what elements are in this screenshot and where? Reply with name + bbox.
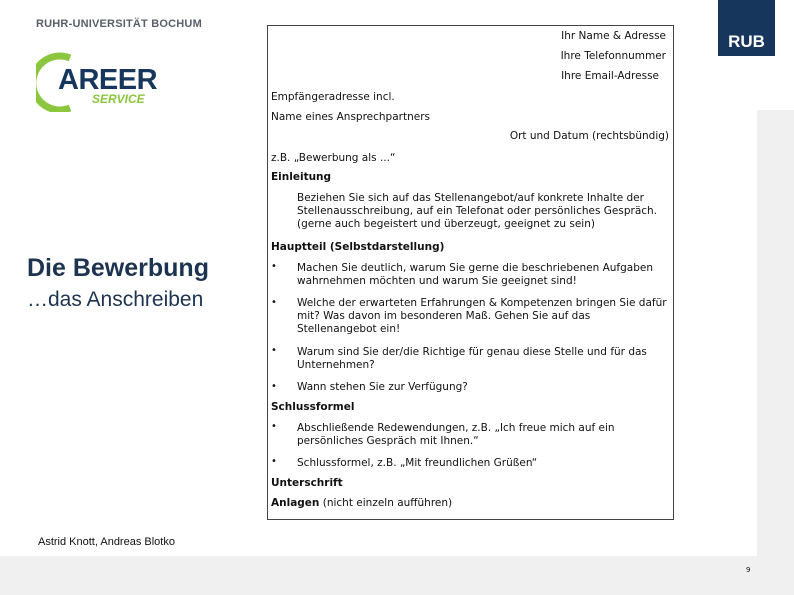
letter-template <box>267 25 674 520</box>
bullet-icon: • <box>271 261 277 272</box>
signature-line: Unterschrift <box>271 477 343 489</box>
attachments-note: (nicht einzeln aufführen) <box>319 497 453 509</box>
sender-name: Ihr Name & Adresse <box>561 30 666 42</box>
slide-title <box>27 253 209 315</box>
logo-career-text: AREER <box>58 64 158 96</box>
sender-email: Ihre Email-Adresse <box>561 70 659 82</box>
bullet-icon: • <box>271 297 277 308</box>
attachments-line <box>271 497 452 510</box>
intro-heading: Einleitung <box>271 171 332 183</box>
bullet-icon: • <box>271 456 277 467</box>
authors: Astrid Knott, Andreas Blotko <box>38 536 175 548</box>
page-number: 9 <box>746 566 751 574</box>
date-line: Ort und Datum (rechtsbündig) <box>509 130 669 142</box>
career-service-logo <box>36 52 166 112</box>
attachments-label: Anlagen <box>271 497 320 509</box>
title-line-2: …das Anschreiben <box>27 288 204 311</box>
footer-band <box>0 556 757 595</box>
rub-logo: RUB <box>718 0 775 56</box>
intro-text: Beziehen Sie sich auf das Stellenangebot/auf konkrete Inhalte der Stellenausschreibung, auf ein Telefonat oder persönliches Gespräch. (gerne auch begeistert und überzeugt, geeignet zu sein) <box>297 192 658 230</box>
closing-heading: Schlussformel <box>271 401 355 413</box>
main-bullet-4: Wann stehen Sie zur Verfügung? <box>297 381 468 393</box>
closing-bullet-1: Abschließende Redewendungen, z.B. „Ich freue mich auf ein persönliches Gespräch mit Ihnen.“ <box>297 422 615 447</box>
bullet-icon: • <box>271 345 277 356</box>
main-bullet-1: Machen Sie deutlich, warum Sie gerne die beschriebenen Aufgaben wahrnehmen möchten und warum Sie geeignet sind! <box>297 262 653 287</box>
bullet-icon: • <box>271 381 277 392</box>
recipient-line-2: Name eines Ansprechpartners <box>271 111 430 123</box>
closing-bullet-2: Schlussformel, z.B. „Mit freundlichen Grüßen“ <box>297 457 538 469</box>
main-bullet-3: Warum sind Sie der/die Richtige für genau diese Stelle und für das Unternehmen? <box>297 346 647 371</box>
bullet-icon: • <box>271 421 277 432</box>
recipient-line-1: Empfängeradresse incl. <box>271 91 395 103</box>
main-bullet-2: Welche der erwarteten Erfahrungen & Kompetenzen bringen Sie dafür mit? Was davon im besonderen Maß. Gehen Sie auf das Stellenangebot ein! <box>297 297 667 335</box>
university-name: RUHR-UNIVERSITÄT BOCHUM <box>36 18 202 30</box>
sender-phone: Ihre Telefonnummer <box>560 50 666 62</box>
main-heading: Hauptteil (Selbstdarstellung) <box>271 241 445 253</box>
logo-service-text: SERVICE <box>92 92 145 106</box>
subject-line: z.B. „Bewerbung als ...“ <box>271 152 396 164</box>
right-sidebar-band <box>757 110 794 595</box>
title-line-1: Die Bewerbung <box>27 254 209 282</box>
